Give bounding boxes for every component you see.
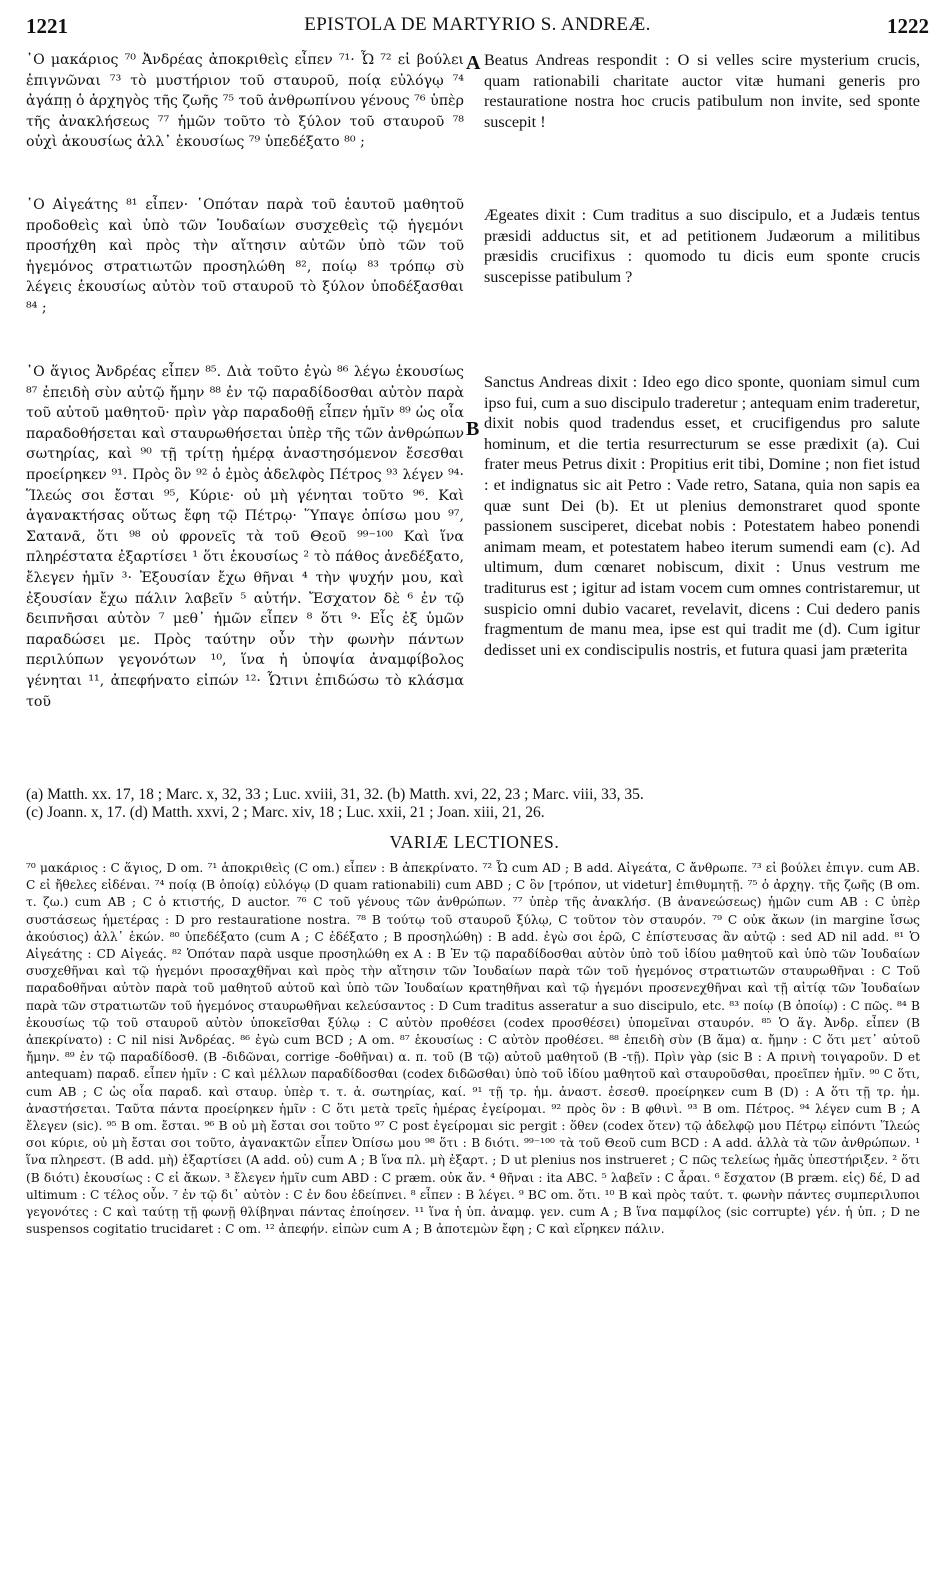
greek-paragraph-1 bbox=[26, 50, 464, 153]
scripture-footnotes bbox=[26, 786, 918, 822]
page-number-left: 1221 bbox=[26, 14, 68, 38]
latin-text: Beatus Andreas respondit : O si velles scire mysterium crucis, quam rationabili charitate auctor vitæ humani generis pro restauratione nostra hoc crucis patibulum non invite, sed sponte suscepit ! bbox=[484, 51, 920, 131]
latin-paragraph-2 bbox=[484, 205, 920, 287]
margin-marker-a: A bbox=[466, 52, 481, 74]
latin-text: Sanctus Andreas dixit : Ideo ego dico sponte, quoniam simul cum ipso fui, cum a suo discipulo traderetur ; antequam enim traderetur, dixit nobis quod tradendus esset, et crucifigendus pro salute hominum, et die tertia resurrecturum se esse prædixit (a). Cui frater meus Petrus dixit : Propitius erit tibi, Domine ; non fiet istud : et indignatus sic ait Petro : Vade retro, Satana, quia non sapis ea quæ sunt Dei (b). Et ut plenius demonstraret quod sponte passionem susciperet, dicebat nobis : Potestatem habeo ponendi animam meam, et potestatem habeo iterum sumendi eam (c). Ad ultimum, dum cœnaret nobiscum, dixit : Unus vestrum me traditurus est ; igitur ad istam vocem cum omnes contristaremur, ut suspicio omni dubio vacaret, revelavit, dicens : Cui dedero panis fragmentum de manu mea, ipse est qui tradit me (d). Cum igitur dedisset uni ex condiscipulis nostris, et futura quasi jam præterita bbox=[484, 373, 920, 659]
margin-marker-b: B bbox=[466, 418, 480, 440]
latin-text: Ægeates dixit : Cum traditus a suo discipulo, et a Judæis tentus præsidi adductus sit, et ad petitionem Judæorum a militibus præsidis crucifixus : quomodo tu dicis eum sponte crucis suscepisse patibulum ? bbox=[484, 206, 920, 286]
footnote-line: (c) Joann. x, 17. (d) Matth. xxvi, 2 ; Marc. xiv, 18 ; Luc. xxii, 21 ; Joan. xiii, 21, 26. bbox=[26, 804, 545, 821]
greek-paragraph-2 bbox=[26, 195, 464, 319]
footnote-line: (a) Matth. xx. 17, 18 ; Marc. x, 32, 33 ; Luc. xviii, 31, 32. (b) Matth. xvi, 22, 23 ; Marc. viii, 33, 35. bbox=[26, 786, 644, 803]
greek-paragraph-3 bbox=[26, 362, 464, 712]
latin-paragraph-3 bbox=[484, 372, 920, 660]
page-number-right: 1222 bbox=[887, 14, 929, 38]
running-head bbox=[26, 14, 929, 44]
apparatus-text: ⁷⁰ μακάριος : C ἅγιος, D om. ⁷¹ ἀποκριθεὶς (C om.) εἶπεν : B ἀπεκρίνατο. ⁷² Ὦ cum AD ; B add. Αἰγεάτα, C ἄνθρωπε. ⁷³ εἰ βούλει ἐπιγν. cum AB. C εἰ ἤθελες εἰδέναι. ⁷⁴ ποίᾳ (B ὁποίᾳ) εὐλόγῳ (D quam rationabili) cum ABD ; C ὃν [τρόπον, ut videtur] ἐπιθυμητῇ. ⁷⁵ ὁ ἀρχηγ. τῆς ζωῆς (B om. τ. ζω.) cum AB ; C ὁ κτιστής, D auctor. ⁷⁶ C τοῦ γένους τῶν ἀνθρώπων. ⁷⁷ ὑπὲρ τῆς ἀνακλήσ. (B ἀνανεώσεως) ἡμῶν cum AB : C ὑπὲρ συστάσεως ἡμετέρας : D pro restauratione nostra. ⁷⁸ B τούτῳ τοῦ σταυροῦ ξύλῳ, C τοῦτον τὸν σταυρόν. ⁷⁹ C οὐκ ἄκων (in margine ἴσως ἀκούσιος) ἀλλ᾽ ἑκών. ⁸⁰ ὑπεδέξατο (cum A ; C ἐδέξατο ; B προσηλώθη) : B add. ἐγὼ σοι ἐρῶ, C ἐπίστευσας ἂν αὐτῷ : sed AD nil add. ⁸¹ Ὁ Αἰγεάτης : CD Αἰγεάς. ⁸² Ὁπόταν παρὰ usque προσηλώθη ex A : B Ἐν τῷ παραδίδοσθαι αὐτὸν ὑπὸ τοῦ ἰδίου μαθητοῦ καὶ ὑπὸ τῶν Ἰουδαίων συσχεθῆναι καὶ τῷ ἡγεμόνι προσαχθῆναι καὶ πρὸς τὴν αἴτησιν τῶν Ἰουδαίων παρὰ τῶν τοῦ ἡγεμόνος στρατιωτῶν σταυρωθῆναι : C Τοῦ παραδοθῆναι αὐτὸν παρὰ τοῦ μαθητοῦ αὐτοῦ καὶ ὑπὸ τῶν Ἰουδαίων κρατηθῆναι καὶ τῷ ἡγεμόνι προσενεχθῆναι καὶ τῇ αἰτίᾳ τῶν Ἰουδαίων παρὰ τῶν στρατιωτῶν τοῦ ἡγεμόνος σταυρωθῆναι κελεύσαντος : D Cum traditus asseratur a suo discipulo, etc. ⁸³ ποίῳ (B ὁποίῳ) : C πῶς. ⁸⁴ B ἑκουσίως τῷ τοῦ σταυροῦ αὐτὸν ὑποκεῖσθαι ξύλῳ : C αὐτὸν προθέσει (codex προσθέσει) ὑπομεῖναι σταυρόν. ⁸⁵ Ὁ ἅγ. Ἀνδρ. εἶπεν (B ἀπεκρίνατο) : C nil nisi Ἀνδρέας. ⁸⁶ ἐγὼ cum BCD ; A om. ⁸⁷ ἑκουσίως : C αὐτὸν προθέσει. ⁸⁸ ἐπειδὴ σὺν (B ἅμα) α. ἤμην : C ὅτι μετ᾽ αὐτοῦ ἤμην. ⁸⁹ ἐν τῷ παραδίδοσθ. (B -διδῶναι, corrige -δοθῆναι) α. π. τοῦ (B τῷ) αὐτοῦ μαθητοῦ (B -τῇ). Πρὶν γὰρ (sic B : A πρινὴ τοιγαροῦν. D et antequam) παραδ. εἶπεν ἡμῖν : C καὶ μέλλων παραδίδοσθαι (codex διδῶσθαι) ὑπὸ τοῦ ἰδίου μαθητοῦ καὶ σταυροῦσθαι, προεῖπεν ἡμῖν. ⁹⁰ C ὅτι, cum AB ; C ὡς οἷα παραδ. καὶ σταυρ. ὑπὲρ τ. τ. ἀ. σωτηρίας, καί. ⁹¹ τῇ τρ. ἡμ. ἀναστ. ἐσεσθ. προείρηκεν cum B (D) : A ὅτι τῇ τρ. ἡμ. ἀναστήσεται. Ταῦτα πάντα προείρηκεν ἡμῖν : C ὅτι μετὰ τρεῖς ἡμέρας ἐγείρομαι. ⁹² πρὸς ὃν : B φθινὶ. ⁹³ B om. Πέτρος. ⁹⁴ λέγεν cum B ; A ἔλεγεν (sic). ⁹⁵ B om. ἔσται. ⁹⁶ B οὐ μὴ ἔσται σοι τοῦτο ⁹⁷ C post ἐγείρομαι sic pergit : ὅθεν (codex ὅτεν) τῷ ἀδελφῷ μου Πέτρῳ εἰπόντι Ἵλεώς σοι κύριε, οὐ μὴ ἔσται σοι τοῦτο, ἀγανακτῶν εἶπεν Ὀπίσω μου ⁹⁸ ὅτι : B διότι. ⁹⁹⁻¹⁰⁰ τὰ τοῦ Θεοῦ cum BCD : A add. ἀλλὰ τὰ τῶν ἀνθρώπων. ¹ ἵνα πληρεστ. (B add. μὴ) ἐξαρτίσει (A add. οὐ) cum A ; B ἵνα πλ. μὴ ἐξαρτ. ; D ut plenius nos instrueret ; C πῶς τελείως ἡμᾶς ὑπεστήριξεν. ² ὅτι (B διότι) ἑκουσίως : C εἰ ἄκων. ³ ἔλεγεν ἡμῖν cum ABD : C præm. οὐκ ἄν. ⁴ θῆναι : ita ABC. ⁵ λαβεῖν : C ἆραι. ⁶ ἔσχατον (B præm. εἰς) δέ, D ad ultimum : C τέλος οὖν. ⁷ ἐν τῷ δι᾽ αὐτὸν : C ἐν δου ἐδείπνει. ⁸ εἶπεν : B λέγει. ⁹ BC om. ὅτι. ¹⁰ B καὶ πρὸς ταύτ. τ. φωνὴν πάντες συμπεριλυποι γεγονότες : C καὶ ταύτῃ τῇ φωνῇ θλίβηναι πάντας ἐποίησεν. ¹¹ ἵνα ἡ ὑπ. ἀναμφ. γεν. cum A ; B ἵνα παμφίλος (sic corrupte) γέν. ἡ ὑπ. ; D ne suspensos cogitatio trucidaret : C om. ¹² ἀπεφήν. εἰπὼν cum A ; B ἀποτεμὼν ἔφη ; C καὶ εἴρηκεν πάλιν. bbox=[26, 861, 920, 1237]
greek-text: ῾Ο μακάριος ⁷⁰ Ἀνδρέας ἀποκριθεὶς εἶπεν ⁷¹· Ὦ ⁷² εἰ βούλει ἐπιγνῶναι ⁷³ τὸ μυστήριον τοῦ σταυροῦ, ποίᾳ εὐλόγῳ ⁷⁴ ἀγάπῃ ὁ ἀρχηγὸς τῆς ζωῆς ⁷⁵ τοῦ ἀνθρωπίνου γένους ⁷⁶ ὑπὲρ τῆς ἀνακλήσεως ⁷⁷ ἡμῶν τοῦτο τὸ ξύλον τοῦ σταυροῦ ⁷⁸ οὐχὶ ἀκουσίως ἀλλ᾽ ἑκουσίως ⁷⁹ ὑπεδέξατο ⁸⁰ ; bbox=[26, 52, 464, 151]
running-title: EPISTOLA DE MARTYRIO S. ANDREÆ. bbox=[304, 14, 651, 35]
latin-paragraph-1 bbox=[484, 50, 920, 132]
variae-lectiones-heading: VARIÆ LECTIONES. bbox=[389, 832, 560, 852]
greek-text: ῾Ο Αἰγεάτης ⁸¹ εἶπεν· ῾Οπόταν παρὰ τοῦ ἑαυτοῦ μαθητοῦ προδοθεὶς καὶ ὑπὸ τῶν Ἰουδαίων συσχεθεὶς τῷ ἡγεμόνι προσήχθη καὶ πρὸς τὴν αἴτησιν αὐτῶν ὑπὸ τῶν τοῦ ἡγεμόνος στρατιωτῶν προσηλώθη ⁸², ποίῳ ⁸³ τρόπῳ σὺ λέγεις ἑκουσίως αὐτὸν τοῦ σταυροῦ τὸ ξύλον ὑποδέξασθαι ⁸⁴ ; bbox=[26, 197, 464, 316]
critical-apparatus bbox=[26, 860, 920, 1238]
greek-text: ῾Ο ἅγιος Ἀνδρέας εἶπεν ⁸⁵. Διὰ τοῦτο ἐγὼ ⁸⁶ λέγω ἑκουσίως ⁸⁷ ἐπειδὴ σὺν αὐτῷ ἤμην ⁸⁸ ἐν τῷ παραδίδοσθαι αὐτὸν παρὰ τοῦ αὐτοῦ μαθητοῦ· πρὶν γὰρ παραδοθῇ εἶπεν ἡμῖν ⁸⁹ ὡς οἷα παραδοθήσεται καὶ σταυρωθήσεται ὑπὲρ τῆς τῶν ἀνθρώπων σωτηρίας, καὶ ⁹⁰ τῇ τρίτῃ ἡμέρᾳ ἀναστησόμενον ἔσεσθαι προείρηκεν ⁹¹. Πρὸς ὃν ⁹² ὁ ἐμὸς ἀδελφὸς Πέτρος ⁹³ λέγεν ⁹⁴· Ἵλεώς σοι ἔσται ⁹⁵, Κύριε· οὐ μὴ γένηται τοῦτο ⁹⁶. Καὶ ἀγανακτήσας οὕτως ἔφη τῷ Πέτρῳ· Ὕπαγε ὀπίσω μου ⁹⁷, Σατανᾶ, ὅτι ⁹⁸ οὐ φρονεῖς τὰ τοῦ Θεοῦ ⁹⁹⁻¹⁰⁰ Καὶ ἵνα πληρέστατα ἐξαρτίσει ¹ ὅτι ἑκουσίως ² τὸ πάθος ἀνεδέξατο, ἔλεγεν ἡμῖν ³· Ἐξουσίαν ἔχω θῆναι ⁴ τὴν ψυχήν μου, καὶ ἐξουσίαν ἔχω πάλιν λαβεῖν ⁵ αὐτήν. Ἔσχατον δὲ ⁶ ἐν τῷ δειπνῆσαι αὐτὸν ⁷ μεθ᾽ ἡμῶν εἶπεν ⁸ ὅτι ⁹· Εἷς ἐξ ὑμῶν παραδώσει με. Πρὸς ταύτην οὖν τὴν φωνὴν πάντων περιλύπων γεγονότων ¹⁰, ἵνα ἡ ὑποψία ἀναμφίβολος γένηται ¹¹, ἀπεφήνατο εἰπών ¹²· Ὧτινι ἐπιδώσω τὸ κλάσμα τοῦ bbox=[26, 364, 464, 710]
